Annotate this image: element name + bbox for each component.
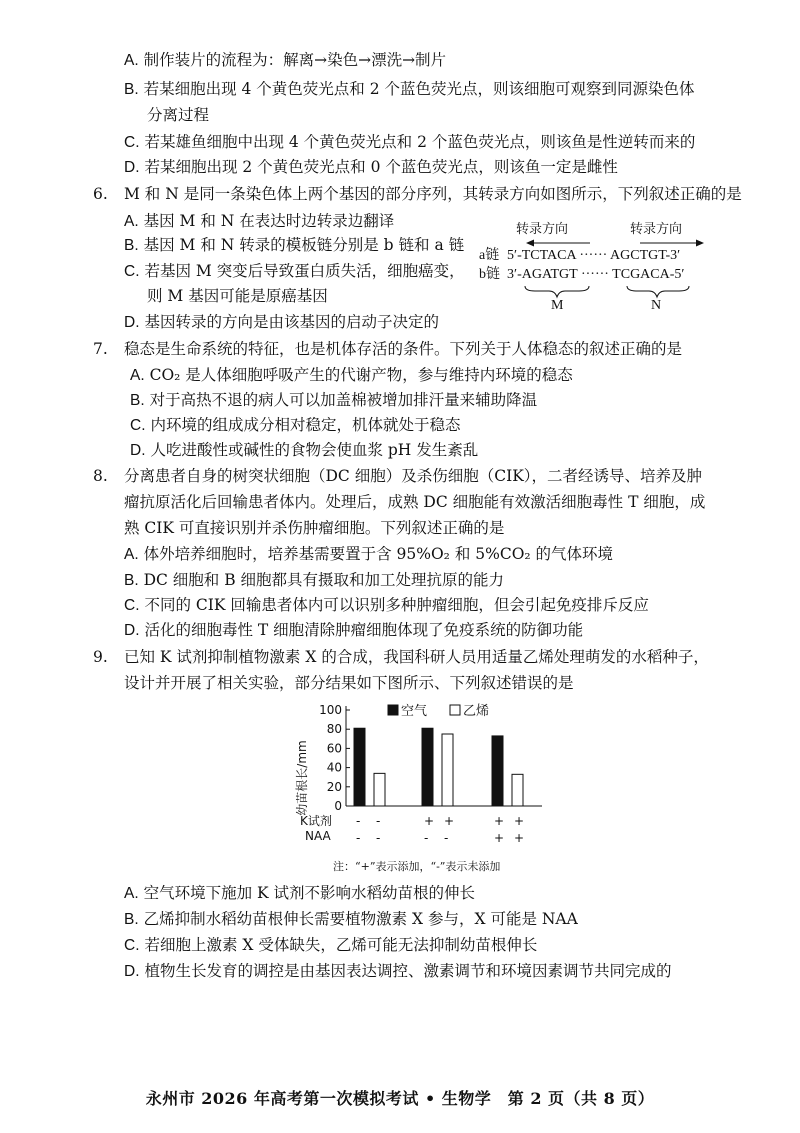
y-tick-label: 100 [319,703,342,717]
q5-option-c: C. 若某雄鱼细胞中出现 4 个黄色荧光点和 2 个蓝色荧光点，则该鱼是性逆转而来的 [124,133,696,151]
chart-legend [388,703,489,719]
a-chain-sequence: 5′-TCTACA ······ AGCTGT-3′ [507,248,681,263]
a-chain-label: a链 [479,248,500,263]
naa-sign: - [444,831,449,845]
gene-braces [515,284,715,300]
naa-sign: - [356,831,361,845]
q6-stem: M 和 N 是同一条染色体上两个基因的部分序列，其转录方向如图所示，下列叙述正确的是 [124,185,742,203]
legend-swatch-空气 [388,705,398,715]
bar-乙烯-3 [512,774,523,806]
q8-option-a: A. 体外培养细胞时，培养基需要置于含 95%O₂ 和 5%CO₂ 的气体环境 [124,545,614,563]
legend-label-乙烯: 乙烯 [463,704,490,719]
arrow-left-icon [526,240,534,247]
q7-stem: 稳态是生命系统的特征，也是机体存活的条件。下列关于人体稳态的叙述正确的是 [124,340,683,358]
k-reagent-sign: + [494,814,505,828]
q7-option-b: B. 对于高热不退的病人可以加盖棉被增加排汗量来辅助降温 [130,391,538,409]
chart-note: 注：“+”表示添加，“-”表示未添加 [333,860,501,873]
q9-option-d: D. 植物生长发育的调控是由基因表达调控、激素调节和环境因素调节共同完成的 [124,962,672,980]
q8-option-d: D. 活化的细胞毒性 T 细胞清除肿瘤细胞体现了免疫系统的防御功能 [124,621,584,639]
y-tick-label: 80 [326,722,342,737]
bar-乙烯-1 [374,773,385,806]
legend-swatch-乙烯 [450,705,460,715]
y-tick-label: 60 [326,741,342,756]
naa-sign: + [494,831,505,845]
q5-option-b-cont: 分离过程 [147,106,210,124]
q6-option-a: A. 基因 M 和 N 在表达时边转录边翻译 [124,212,395,230]
chart-bars [354,728,523,806]
q9-option-b: B. 乙烯抑制水稻幼苗根伸长需要植物激素 X 参与，X 可能是 NAA [124,910,578,928]
naa-sign: - [424,831,429,845]
q8-stem-line1: 分离患者自身的树突状细胞（DC 细胞）及杀伤细胞（CIK），二者经诱导、培养及肿 [124,467,703,485]
y-tick-label: 0 [334,799,342,813]
naa-sign: + [514,831,525,845]
arrow-right-icon [696,240,704,247]
q9-option-c: C. 若细胞上激素 X 受体缺失，乙烯可能无法抑制幼苗根伸长 [124,936,538,954]
row-label-k: K试剂 [300,814,332,828]
q5-option-a: A. 制作装片的流程为：解离→染色→漂洗→制片 [124,51,447,69]
transcription-direction-right-label: 转录方向 [630,221,683,236]
q7-number: 7. [93,340,108,358]
q9-stem-line1: 已知 K 试剂抑制植物激素 X 的合成，我国科研人员用适量乙烯处理萌发的水稻种子， [124,648,709,666]
y-tick-label: 20 [326,779,342,794]
gene-n-label: N [651,298,662,313]
q8-stem-line2: 瘤抗原活化后回输患者体内。处理后，成熟 DC 细胞能有效激活细胞毒性 T 细胞，成 [124,493,706,511]
y-tick-label: 40 [326,760,342,775]
q8-stem-line3: 熟 CIK 可直接识别并杀伤肿瘤细胞。下列叙述正确的是 [124,519,505,537]
q8-option-c: C. 不同的 CIK 回输患者体内可以识别多种肿瘤细胞，但会引起免疫排斥反应 [124,596,649,614]
transcription-direction-left-label: 转录方向 [516,221,569,236]
q6-option-b: B. 基因 M 和 N 转录的模板链分别是 b 链和 a 链 [124,236,465,254]
gene-m-label: M [551,298,564,313]
q5-option-b: B. 若某细胞出现 4 个黄色荧光点和 2 个蓝色荧光点，则该细胞可观察到同源染色体 [124,80,695,98]
k-reagent-sign: + [424,814,435,828]
bar-空气-1 [354,728,365,806]
q7-option-a: A. CO₂ 是人体细胞呼吸产生的代谢产物，参与维持内环境的稳态 [130,366,573,384]
q9-number: 9. [93,648,108,666]
q6-option-d: D. 基因转录的方向是由该基因的启动子决定的 [124,313,439,331]
legend-label-空气: 空气 [401,704,428,719]
bar-空气-2 [422,728,433,806]
k-reagent-sign: + [444,814,455,828]
q8-number: 8. [93,467,108,485]
q6-option-c: C. 若基因 M 突变后导致蛋白质失活，细胞癌变， [124,262,465,280]
k-reagent-sign: - [376,814,381,828]
q6-option-c-cont: 则 M 基因可能是原癌基因 [147,287,328,305]
q9-stem-line2: 设计并开展了相关实验，部分结果如下图所示、下列叙述错误的是 [124,674,574,692]
k-reagent-sign: - [356,814,361,828]
page-footer: 永州市 2026 年高考第一次模拟考试 • 生物学 第 2 页（共 8 页） [145,1089,655,1108]
q8-option-b: B. DC 细胞和 B 细胞都具有摄取和加工处理抗原的能力 [124,571,505,589]
row-label-naa: NAA [305,829,331,843]
q9-option-a: A. 空气环境下施加 K 试剂不影响水稻幼苗根的伸长 [124,884,476,902]
q7-option-c: C. 内环境的组成成分相对稳定，机体就处于稳态 [130,416,461,434]
b-chain-sequence: 3′-AGATGT ······ TCGACA-5′ [507,267,685,282]
q5-option-d: D. 若某细胞出现 2 个黄色荧光点和 0 个蓝色荧光点，则该鱼一定是雌性 [124,158,618,176]
bar-乙烯-2 [442,734,453,806]
naa-sign: - [376,831,381,845]
q7-option-d: D. 人吃进酸性或碱性的食物会使血浆 pH 发生紊乱 [130,441,479,459]
q6-number: 6. [93,185,108,203]
chart-y-axis-label: 幼苗根长/mm [295,740,309,816]
b-chain-label: b链 [479,267,500,282]
k-reagent-sign: + [514,814,525,828]
bar-空气-3 [492,736,503,806]
